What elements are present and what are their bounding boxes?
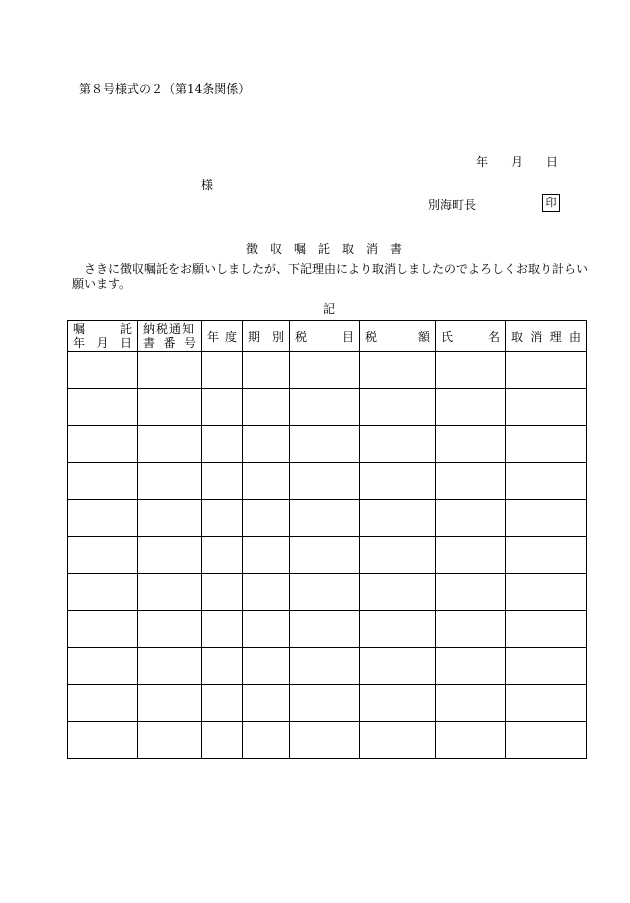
table-cell[interactable] [290,352,360,389]
table-cell[interactable] [243,463,290,500]
title-char: 徴 [245,242,260,256]
header-text: 年 [73,336,86,350]
table-cell[interactable] [290,426,360,463]
recipient-suffix: 様 [201,178,214,192]
table-cell[interactable] [436,685,506,722]
seal-mark: 印 [542,194,560,212]
table-cell[interactable] [68,574,138,611]
table-cell[interactable] [138,722,202,759]
table-cell[interactable] [290,685,360,722]
table-cell[interactable] [68,611,138,648]
table-cell[interactable] [290,648,360,685]
table-cell[interactable] [506,463,587,500]
table-cell[interactable] [360,500,436,537]
table-body [68,352,587,759]
table-row [68,463,587,500]
table-row [68,648,587,685]
table-cell[interactable] [436,611,506,648]
table-cell[interactable] [360,611,436,648]
header-text: 目 [341,329,354,344]
table-cell[interactable] [436,537,506,574]
table-cell[interactable] [360,537,436,574]
header-text: 期 [248,329,261,344]
table-cell[interactable] [506,722,587,759]
table-cell[interactable] [506,389,587,426]
date-day-label: 日 [546,155,559,169]
table-row [68,389,587,426]
table-cell[interactable] [360,685,436,722]
header-text: 消 [530,329,543,344]
header-name [436,321,506,352]
table-cell[interactable] [436,500,506,537]
table-cell[interactable] [243,685,290,722]
header-text: 書 [143,336,156,350]
table-cell[interactable] [436,352,506,389]
title-char: 収 [269,242,284,256]
table-cell[interactable] [360,463,436,500]
header-text: 号 [183,336,196,350]
header-text: 嘱 [73,322,86,336]
header-commission-date [68,321,138,352]
table-cell[interactable] [68,500,138,537]
table-cell[interactable] [243,722,290,759]
table-cell[interactable] [202,352,243,389]
table-row [68,685,587,722]
table-cell[interactable] [360,426,436,463]
header-text: 由 [568,329,581,344]
title-char: 書 [389,242,404,256]
title-char: 嘱 [293,242,308,256]
table-cell[interactable] [243,648,290,685]
table-cell[interactable] [360,648,436,685]
table-cell[interactable] [506,352,587,389]
table-cell[interactable] [68,389,138,426]
title-char: 消 [365,242,380,256]
table-cell[interactable] [138,352,202,389]
table-cell[interactable] [436,463,506,500]
header-text: 度 [224,329,237,344]
table-cell[interactable] [360,722,436,759]
table-cell[interactable] [68,648,138,685]
table-row [68,426,587,463]
header-text: 月 [96,336,109,350]
table-cell[interactable] [506,685,587,722]
table-cell[interactable] [436,389,506,426]
table-cell[interactable] [202,426,243,463]
header-text: 納税通知 [143,322,196,336]
table-cell[interactable] [68,352,138,389]
table-cell[interactable] [436,722,506,759]
table-cell[interactable] [138,463,202,500]
table-cell[interactable] [202,537,243,574]
table-cell[interactable] [290,463,360,500]
table-cell[interactable] [290,537,360,574]
header-tax-item [290,321,360,352]
table-cell[interactable] [138,537,202,574]
table-header-row [68,321,587,352]
table-cell[interactable] [68,537,138,574]
table-cell[interactable] [243,500,290,537]
date-year-label: 年 [476,155,489,169]
header-text: 額 [417,329,430,344]
header-text: 税 [365,329,378,344]
table-cell[interactable] [202,389,243,426]
table-row [68,352,587,389]
table-cell[interactable] [68,463,138,500]
form-number: 第８号様式の２（第14条関係） [79,82,251,96]
table-cell[interactable] [360,574,436,611]
table-row [68,537,587,574]
body-text: さきに徴収嘱託をお願いしましたが、下記理由により取消しましたのでよろしくお取り計らい願います。 [72,262,589,291]
table-cell[interactable] [506,537,587,574]
table-cell[interactable] [243,574,290,611]
header-text: 日 [119,336,132,350]
table-cell[interactable] [138,574,202,611]
table-cell[interactable] [243,537,290,574]
table-cell[interactable] [138,611,202,648]
table-cell[interactable] [436,648,506,685]
table-cell[interactable] [202,500,243,537]
table-cell[interactable] [202,611,243,648]
table-cell[interactable] [360,352,436,389]
table-cell[interactable] [290,722,360,759]
table-cell[interactable] [68,722,138,759]
table-cell[interactable] [506,611,587,648]
header-fiscal-year [202,321,243,352]
table-cell[interactable] [290,574,360,611]
header-text: 理 [549,329,562,344]
header-tax-amount [360,321,436,352]
date-month-label: 月 [511,155,524,169]
table-row [68,574,587,611]
cancel-table [67,320,587,759]
table-cell[interactable] [243,611,290,648]
header-text: 名 [487,329,500,344]
header-text: 年 [207,329,220,344]
title-char: 取 [341,242,356,256]
table-cell[interactable] [243,352,290,389]
table-cell[interactable] [202,685,243,722]
table-cell[interactable] [506,648,587,685]
table-cell[interactable] [360,389,436,426]
header-text: 氏 [441,329,454,344]
table-cell[interactable] [202,574,243,611]
table-row [68,500,587,537]
table-cell[interactable] [506,500,587,537]
table-cell[interactable] [138,500,202,537]
header-text: 別 [271,329,284,344]
table-cell[interactable] [68,426,138,463]
table-cell[interactable] [202,463,243,500]
header-cancel-reason [506,321,587,352]
table-cell[interactable] [290,611,360,648]
title-char: 託 [317,242,332,256]
table-cell[interactable] [290,389,360,426]
table-cell[interactable] [138,685,202,722]
table-cell[interactable] [436,426,506,463]
header-text: 税 [295,329,308,344]
table-row [68,722,587,759]
document-title [241,240,409,257]
table-cell[interactable] [202,648,243,685]
ki-label: 記 [323,302,336,316]
table-cell[interactable] [290,500,360,537]
table-cell[interactable] [506,426,587,463]
table-cell[interactable] [68,685,138,722]
header-period [243,321,290,352]
issuer-name: 別海町長 [428,198,477,212]
table-cell[interactable] [243,426,290,463]
table-cell[interactable] [138,648,202,685]
table-cell[interactable] [138,389,202,426]
table-cell[interactable] [506,574,587,611]
header-notice-number [138,321,202,352]
table-cell[interactable] [138,426,202,463]
table-cell[interactable] [436,574,506,611]
header-text: 託 [119,322,132,336]
table-cell[interactable] [202,722,243,759]
table-cell[interactable] [243,389,290,426]
table-row [68,611,587,648]
header-text: 番 [163,336,176,350]
header-text: 取 [511,329,524,344]
